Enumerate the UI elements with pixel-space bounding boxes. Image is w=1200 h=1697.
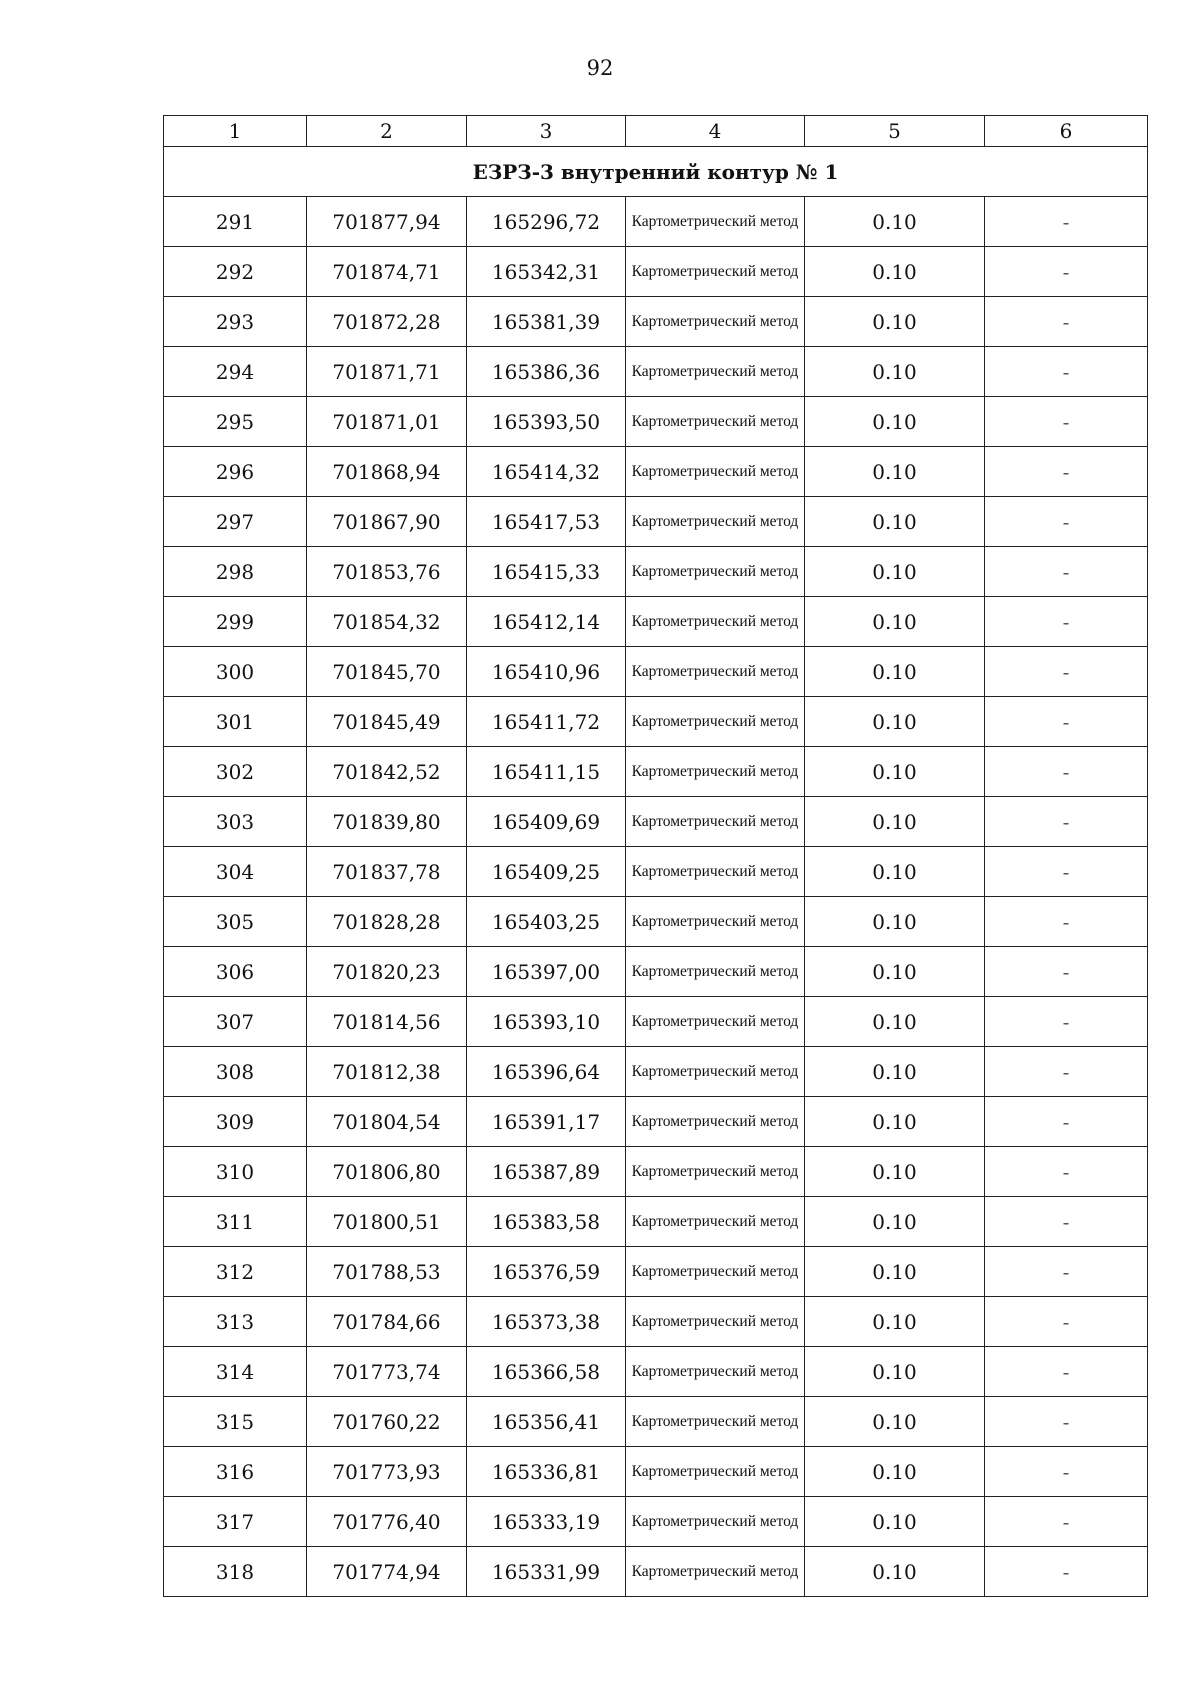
x-coordinate-cell: 701814,56: [307, 997, 467, 1047]
y-coordinate-cell: 165336,81: [467, 1447, 626, 1497]
y-coordinate-cell: 165376,59: [467, 1247, 626, 1297]
y-coordinate-cell: 165387,89: [467, 1147, 626, 1197]
x-coordinate-cell: 701773,74: [307, 1347, 467, 1397]
y-coordinate-cell: 165391,17: [467, 1097, 626, 1147]
x-coordinate-cell: 701871,01: [307, 397, 467, 447]
table-row: [164, 1397, 1148, 1447]
note-cell: -: [985, 347, 1148, 397]
table-row: [164, 1347, 1148, 1397]
method-cell: Картометрический метод: [626, 1247, 805, 1297]
column-header: 5: [805, 116, 985, 147]
method-cell: Картометрический метод: [626, 597, 805, 647]
coordinates-table: [163, 115, 1148, 1597]
note-cell: -: [985, 897, 1148, 947]
note-cell: -: [985, 1147, 1148, 1197]
x-coordinate-cell: 701760,22: [307, 1397, 467, 1447]
accuracy-cell: 0.10: [805, 747, 985, 797]
point-number-cell: 292: [164, 247, 307, 297]
point-number-cell: 307: [164, 997, 307, 1047]
accuracy-cell: 0.10: [805, 1497, 985, 1547]
table-row: [164, 497, 1148, 547]
table-row: [164, 1447, 1148, 1497]
y-coordinate-cell: 165409,69: [467, 797, 626, 847]
x-coordinate-cell: 701871,71: [307, 347, 467, 397]
x-coordinate-cell: 701853,76: [307, 547, 467, 597]
table-row: [164, 697, 1148, 747]
point-number-cell: 294: [164, 347, 307, 397]
accuracy-cell: 0.10: [805, 1547, 985, 1597]
x-coordinate-cell: 701842,52: [307, 747, 467, 797]
accuracy-cell: 0.10: [805, 197, 985, 247]
note-cell: -: [985, 1497, 1148, 1547]
point-number-cell: 313: [164, 1297, 307, 1347]
note-cell: -: [985, 297, 1148, 347]
accuracy-cell: 0.10: [805, 1097, 985, 1147]
table-row: [164, 397, 1148, 447]
page-number: 92: [586, 56, 614, 80]
y-coordinate-cell: 165393,10: [467, 997, 626, 1047]
y-coordinate-cell: 165414,32: [467, 447, 626, 497]
y-coordinate-cell: 165366,58: [467, 1347, 626, 1397]
column-header: 3: [467, 116, 626, 147]
table-row: [164, 547, 1148, 597]
x-coordinate-cell: 701773,93: [307, 1447, 467, 1497]
point-number-cell: 309: [164, 1097, 307, 1147]
y-coordinate-cell: 165331,99: [467, 1547, 626, 1597]
point-number-cell: 311: [164, 1197, 307, 1247]
note-cell: -: [985, 547, 1148, 597]
y-coordinate-cell: 165342,31: [467, 247, 626, 297]
table-row: [164, 847, 1148, 897]
point-number-cell: 312: [164, 1247, 307, 1297]
point-number-cell: 297: [164, 497, 307, 547]
method-cell: Картометрический метод: [626, 347, 805, 397]
point-number-cell: 296: [164, 447, 307, 497]
accuracy-cell: 0.10: [805, 397, 985, 447]
x-coordinate-cell: 701776,40: [307, 1497, 467, 1547]
method-cell: Картометрический метод: [626, 197, 805, 247]
accuracy-cell: 0.10: [805, 297, 985, 347]
method-cell: Картометрический метод: [626, 897, 805, 947]
table-row: [164, 1547, 1148, 1597]
note-cell: -: [985, 747, 1148, 797]
table-row: [164, 1197, 1148, 1247]
note-cell: -: [985, 1447, 1148, 1497]
y-coordinate-cell: 165409,25: [467, 847, 626, 897]
method-cell: Картометрический метод: [626, 547, 805, 597]
y-coordinate-cell: 165296,72: [467, 197, 626, 247]
accuracy-cell: 0.10: [805, 797, 985, 847]
method-cell: Картометрический метод: [626, 1397, 805, 1447]
x-coordinate-cell: 701788,53: [307, 1247, 467, 1297]
method-cell: Картометрический метод: [626, 1297, 805, 1347]
column-header: 1: [164, 116, 307, 147]
note-cell: -: [985, 797, 1148, 847]
x-coordinate-cell: 701845,70: [307, 647, 467, 697]
x-coordinate-cell: 701800,51: [307, 1197, 467, 1247]
table-body: [164, 116, 1148, 1597]
column-header: 4: [626, 116, 805, 147]
x-coordinate-cell: 701868,94: [307, 447, 467, 497]
accuracy-cell: 0.10: [805, 847, 985, 897]
x-coordinate-cell: 701845,49: [307, 697, 467, 747]
y-coordinate-cell: 165381,39: [467, 297, 626, 347]
note-cell: -: [985, 447, 1148, 497]
method-cell: Картометрический метод: [626, 247, 805, 297]
method-cell: Картометрический метод: [626, 1497, 805, 1547]
accuracy-cell: 0.10: [805, 497, 985, 547]
point-number-cell: 314: [164, 1347, 307, 1397]
method-cell: Картометрический метод: [626, 1097, 805, 1147]
y-coordinate-cell: 165412,14: [467, 597, 626, 647]
accuracy-cell: 0.10: [805, 1047, 985, 1097]
method-cell: Картометрический метод: [626, 697, 805, 747]
method-cell: Картометрический метод: [626, 997, 805, 1047]
table-row: [164, 1147, 1148, 1197]
table-row: [164, 747, 1148, 797]
accuracy-cell: 0.10: [805, 1397, 985, 1447]
x-coordinate-cell: 701820,23: [307, 947, 467, 997]
note-cell: -: [985, 1397, 1148, 1447]
table-row: [164, 1297, 1148, 1347]
y-coordinate-cell: 165397,00: [467, 947, 626, 997]
x-coordinate-cell: 701774,94: [307, 1547, 467, 1597]
accuracy-cell: 0.10: [805, 1147, 985, 1197]
method-cell: Картометрический метод: [626, 1347, 805, 1397]
table-row: [164, 1497, 1148, 1547]
accuracy-cell: 0.10: [805, 697, 985, 747]
table-row: [164, 447, 1148, 497]
x-coordinate-cell: 701877,94: [307, 197, 467, 247]
note-cell: -: [985, 947, 1148, 997]
note-cell: -: [985, 197, 1148, 247]
note-cell: -: [985, 847, 1148, 897]
table-row: [164, 597, 1148, 647]
note-cell: -: [985, 497, 1148, 547]
column-header: 6: [985, 116, 1148, 147]
method-cell: Картометрический метод: [626, 297, 805, 347]
table-row: [164, 897, 1148, 947]
table-row: [164, 1097, 1148, 1147]
point-number-cell: 291: [164, 197, 307, 247]
x-coordinate-cell: 701837,78: [307, 847, 467, 897]
x-coordinate-cell: 701839,80: [307, 797, 467, 847]
note-cell: -: [985, 1547, 1148, 1597]
note-cell: -: [985, 597, 1148, 647]
note-cell: -: [985, 1347, 1148, 1397]
method-cell: Картометрический метод: [626, 647, 805, 697]
x-coordinate-cell: 701872,28: [307, 297, 467, 347]
method-cell: Картометрический метод: [626, 1197, 805, 1247]
point-number-cell: 305: [164, 897, 307, 947]
table-row: [164, 647, 1148, 697]
y-coordinate-cell: 165396,64: [467, 1047, 626, 1097]
point-number-cell: 293: [164, 297, 307, 347]
accuracy-cell: 0.10: [805, 1197, 985, 1247]
accuracy-cell: 0.10: [805, 347, 985, 397]
accuracy-cell: 0.10: [805, 997, 985, 1047]
point-number-cell: 315: [164, 1397, 307, 1447]
point-number-cell: 306: [164, 947, 307, 997]
table-row: [164, 1247, 1148, 1297]
y-coordinate-cell: 165410,96: [467, 647, 626, 697]
y-coordinate-cell: 165403,25: [467, 897, 626, 947]
note-cell: -: [985, 1297, 1148, 1347]
accuracy-cell: 0.10: [805, 1297, 985, 1347]
method-cell: Картометрический метод: [626, 947, 805, 997]
note-cell: -: [985, 247, 1148, 297]
note-cell: -: [985, 1247, 1148, 1297]
note-cell: -: [985, 697, 1148, 747]
table-row: [164, 347, 1148, 397]
y-coordinate-cell: 165383,58: [467, 1197, 626, 1247]
accuracy-cell: 0.10: [805, 947, 985, 997]
accuracy-cell: 0.10: [805, 897, 985, 947]
point-number-cell: 302: [164, 747, 307, 797]
accuracy-cell: 0.10: [805, 247, 985, 297]
x-coordinate-cell: 701812,38: [307, 1047, 467, 1097]
note-cell: -: [985, 1097, 1148, 1147]
accuracy-cell: 0.10: [805, 647, 985, 697]
section-title-row: [164, 147, 1148, 197]
accuracy-cell: 0.10: [805, 447, 985, 497]
note-cell: -: [985, 647, 1148, 697]
accuracy-cell: 0.10: [805, 597, 985, 647]
y-coordinate-cell: 165393,50: [467, 397, 626, 447]
y-coordinate-cell: 165411,15: [467, 747, 626, 797]
y-coordinate-cell: 165373,38: [467, 1297, 626, 1347]
point-number-cell: 308: [164, 1047, 307, 1097]
method-cell: Картометрический метод: [626, 797, 805, 847]
method-cell: Картометрический метод: [626, 1547, 805, 1597]
note-cell: -: [985, 1047, 1148, 1097]
y-coordinate-cell: 165411,72: [467, 697, 626, 747]
method-cell: Картометрический метод: [626, 1047, 805, 1097]
point-number-cell: 303: [164, 797, 307, 847]
accuracy-cell: 0.10: [805, 547, 985, 597]
y-coordinate-cell: 165386,36: [467, 347, 626, 397]
point-number-cell: 301: [164, 697, 307, 747]
x-coordinate-cell: 701784,66: [307, 1297, 467, 1347]
note-cell: -: [985, 1197, 1148, 1247]
x-coordinate-cell: 701867,90: [307, 497, 467, 547]
column-header-row: [164, 116, 1148, 147]
method-cell: Картометрический метод: [626, 1147, 805, 1197]
method-cell: Картометрический метод: [626, 447, 805, 497]
x-coordinate-cell: 701854,32: [307, 597, 467, 647]
table-row: [164, 247, 1148, 297]
point-number-cell: 299: [164, 597, 307, 647]
point-number-cell: 316: [164, 1447, 307, 1497]
y-coordinate-cell: 165415,33: [467, 547, 626, 597]
table-row: [164, 297, 1148, 347]
x-coordinate-cell: 701806,80: [307, 1147, 467, 1197]
column-header: 2: [307, 116, 467, 147]
point-number-cell: 295: [164, 397, 307, 447]
note-cell: -: [985, 397, 1148, 447]
table-row: [164, 997, 1148, 1047]
method-cell: Картометрический метод: [626, 397, 805, 447]
accuracy-cell: 0.10: [805, 1447, 985, 1497]
accuracy-cell: 0.10: [805, 1347, 985, 1397]
point-number-cell: 300: [164, 647, 307, 697]
x-coordinate-cell: 701804,54: [307, 1097, 467, 1147]
y-coordinate-cell: 165333,19: [467, 1497, 626, 1547]
point-number-cell: 298: [164, 547, 307, 597]
method-cell: Картометрический метод: [626, 1447, 805, 1497]
section-title: ЕЗРЗ-3 внутренний контур № 1: [164, 147, 1148, 197]
point-number-cell: 304: [164, 847, 307, 897]
note-cell: -: [985, 997, 1148, 1047]
table-row: [164, 947, 1148, 997]
point-number-cell: 310: [164, 1147, 307, 1197]
point-number-cell: 317: [164, 1497, 307, 1547]
method-cell: Картометрический метод: [626, 847, 805, 897]
method-cell: Картометрический метод: [626, 747, 805, 797]
table-row: [164, 1047, 1148, 1097]
accuracy-cell: 0.10: [805, 1247, 985, 1297]
table-row: [164, 197, 1148, 247]
y-coordinate-cell: 165417,53: [467, 497, 626, 547]
y-coordinate-cell: 165356,41: [467, 1397, 626, 1447]
x-coordinate-cell: 701828,28: [307, 897, 467, 947]
point-number-cell: 318: [164, 1547, 307, 1597]
x-coordinate-cell: 701874,71: [307, 247, 467, 297]
table-row: [164, 797, 1148, 847]
method-cell: Картометрический метод: [626, 497, 805, 547]
